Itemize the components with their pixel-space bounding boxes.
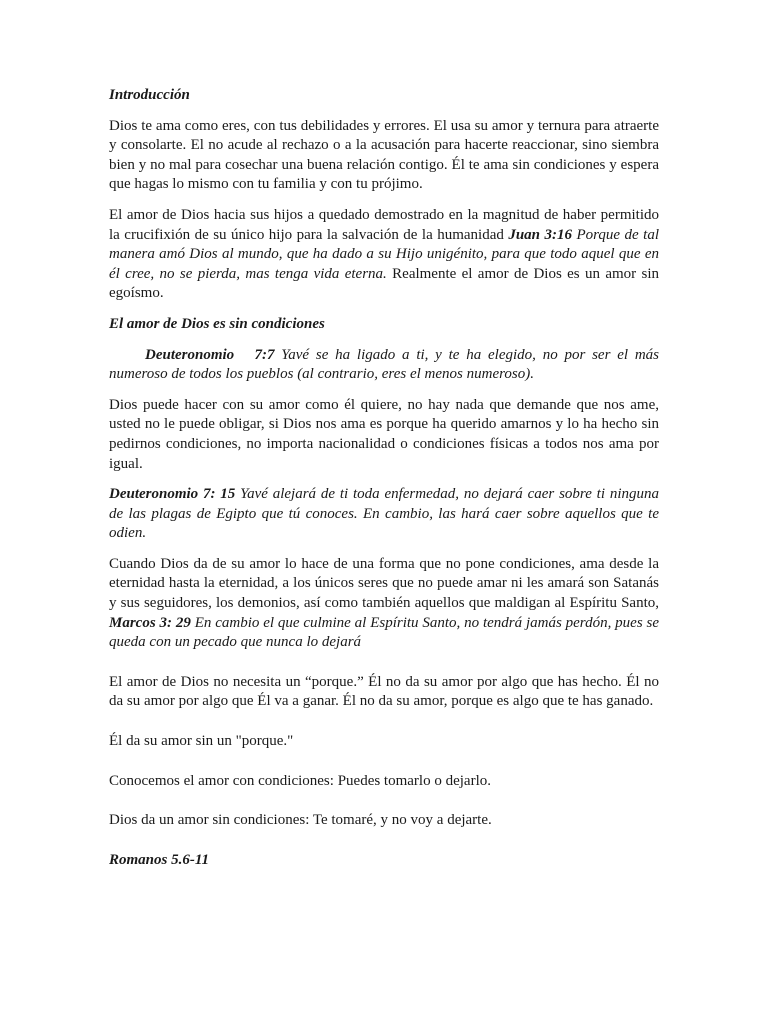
document-body <box>109 86 659 870</box>
heading-sin-condiciones: El amor de Dios es sin condiciones <box>109 315 325 332</box>
paragraph-da-su-amor: Él da su amor sin un "porque." <box>109 733 294 750</box>
paragraph-text: Realmente el amor de Dios es un amor sin egoísmo. <box>109 265 659 302</box>
bible-quote: Porque de tal manera amó Dios al mundo, que ha dado a su Hijo unigénito, para que todo aquel que en él cree, no se pierda, mas tenga vida eterna. <box>109 226 660 282</box>
bible-reference-marcos-3-29: Marcos 3: 29 <box>109 614 191 631</box>
bible-reference-deuteronomio-7-15: Deuteronomio 7: 15 <box>109 486 236 503</box>
paragraph-intro-1: Dios te ama como eres, con tus debilidades y errores. El usa su amor y ternura para atraerte y consolarte. El no acude al rechazo o a la acusación para hacerte reaccionar, sino siembra bien y no mal para cosechar una buena relación contigo. Él te ama sin condiciones y espera que hagas lo mismo con tu familia y con tu prójimo. <box>109 117 659 193</box>
bible-quote: Yavé alejará de ti toda enfermedad, no dejará caer sobre ti ninguna de las plagas de Egipto que tú conoces. En cambio, las hará caer sobre aquellos que te odien. <box>109 486 659 542</box>
paragraph-conocemos: Conocemos el amor con condiciones: Puedes tomarlo o dejarlo. <box>109 772 491 789</box>
paragraph-deuteronomio-7-7 <box>109 346 659 385</box>
bible-reference-romanos: Romanos 5.6-11 <box>109 851 210 868</box>
bible-reference-deuteronomio-7-7: Deuteronomio 7:7 <box>145 346 275 363</box>
paragraph-intro-2 <box>109 206 659 304</box>
bible-reference-juan-3-16: Juan 3:16 <box>508 226 572 243</box>
paragraph-puede-hacer: Dios puede hacer con su amor como él quiere, no hay nada que demande que nos ame, usted no le puede obligar, si Dios nos ama es porque ha querido amarnos y lo ha hecho sin pedirnos condiciones, no importa nacionalidad o condiciones físicas a todos nos ama por igual. <box>109 396 659 472</box>
paragraph-deuteronomio-7-15 <box>109 485 659 544</box>
paragraph-text: El amor de Dios hacia sus hijos a quedado demostrado en la magnitud de haber permitido la crucifixión de su único hijo para la salvación de la humanidad <box>109 206 659 243</box>
bible-quote: Yavé se ha ligado a ti, y te ha elegido, no por ser el más numeroso de todos los pueblos (al contrario, eres el menos numeroso). <box>109 346 659 383</box>
paragraph-cuando-dios <box>109 555 659 653</box>
heading-introduccion: Introducción <box>109 87 190 103</box>
bible-quote: En cambio el que culmine al Espíritu Santo, no tendrá jamás perdón, pues se queda con un pecado que nunca lo dejará <box>109 614 660 651</box>
paragraph-no-necesita-porque: El amor de Dios no necesita un “porque.” Él no da su amor por algo que has hecho. Él no da su amor por algo que Él va a ganar. Él no da su amor, porque es algo que te has ganado. <box>109 673 659 710</box>
paragraph-text: Cuando Dios da de su amor lo hace de una forma que no pone condiciones, ama desde la eternidad hasta la eternidad, a los únicos seres que no puede amar ni les amará son Satanás y sus seguidores, los demonios, así como también aquellos que maldigan al Espíritu Santo, <box>109 555 659 612</box>
paragraph-dios-da: Dios da un amor sin condiciones: Te tomaré, y no voy a dejarte. <box>109 812 492 829</box>
